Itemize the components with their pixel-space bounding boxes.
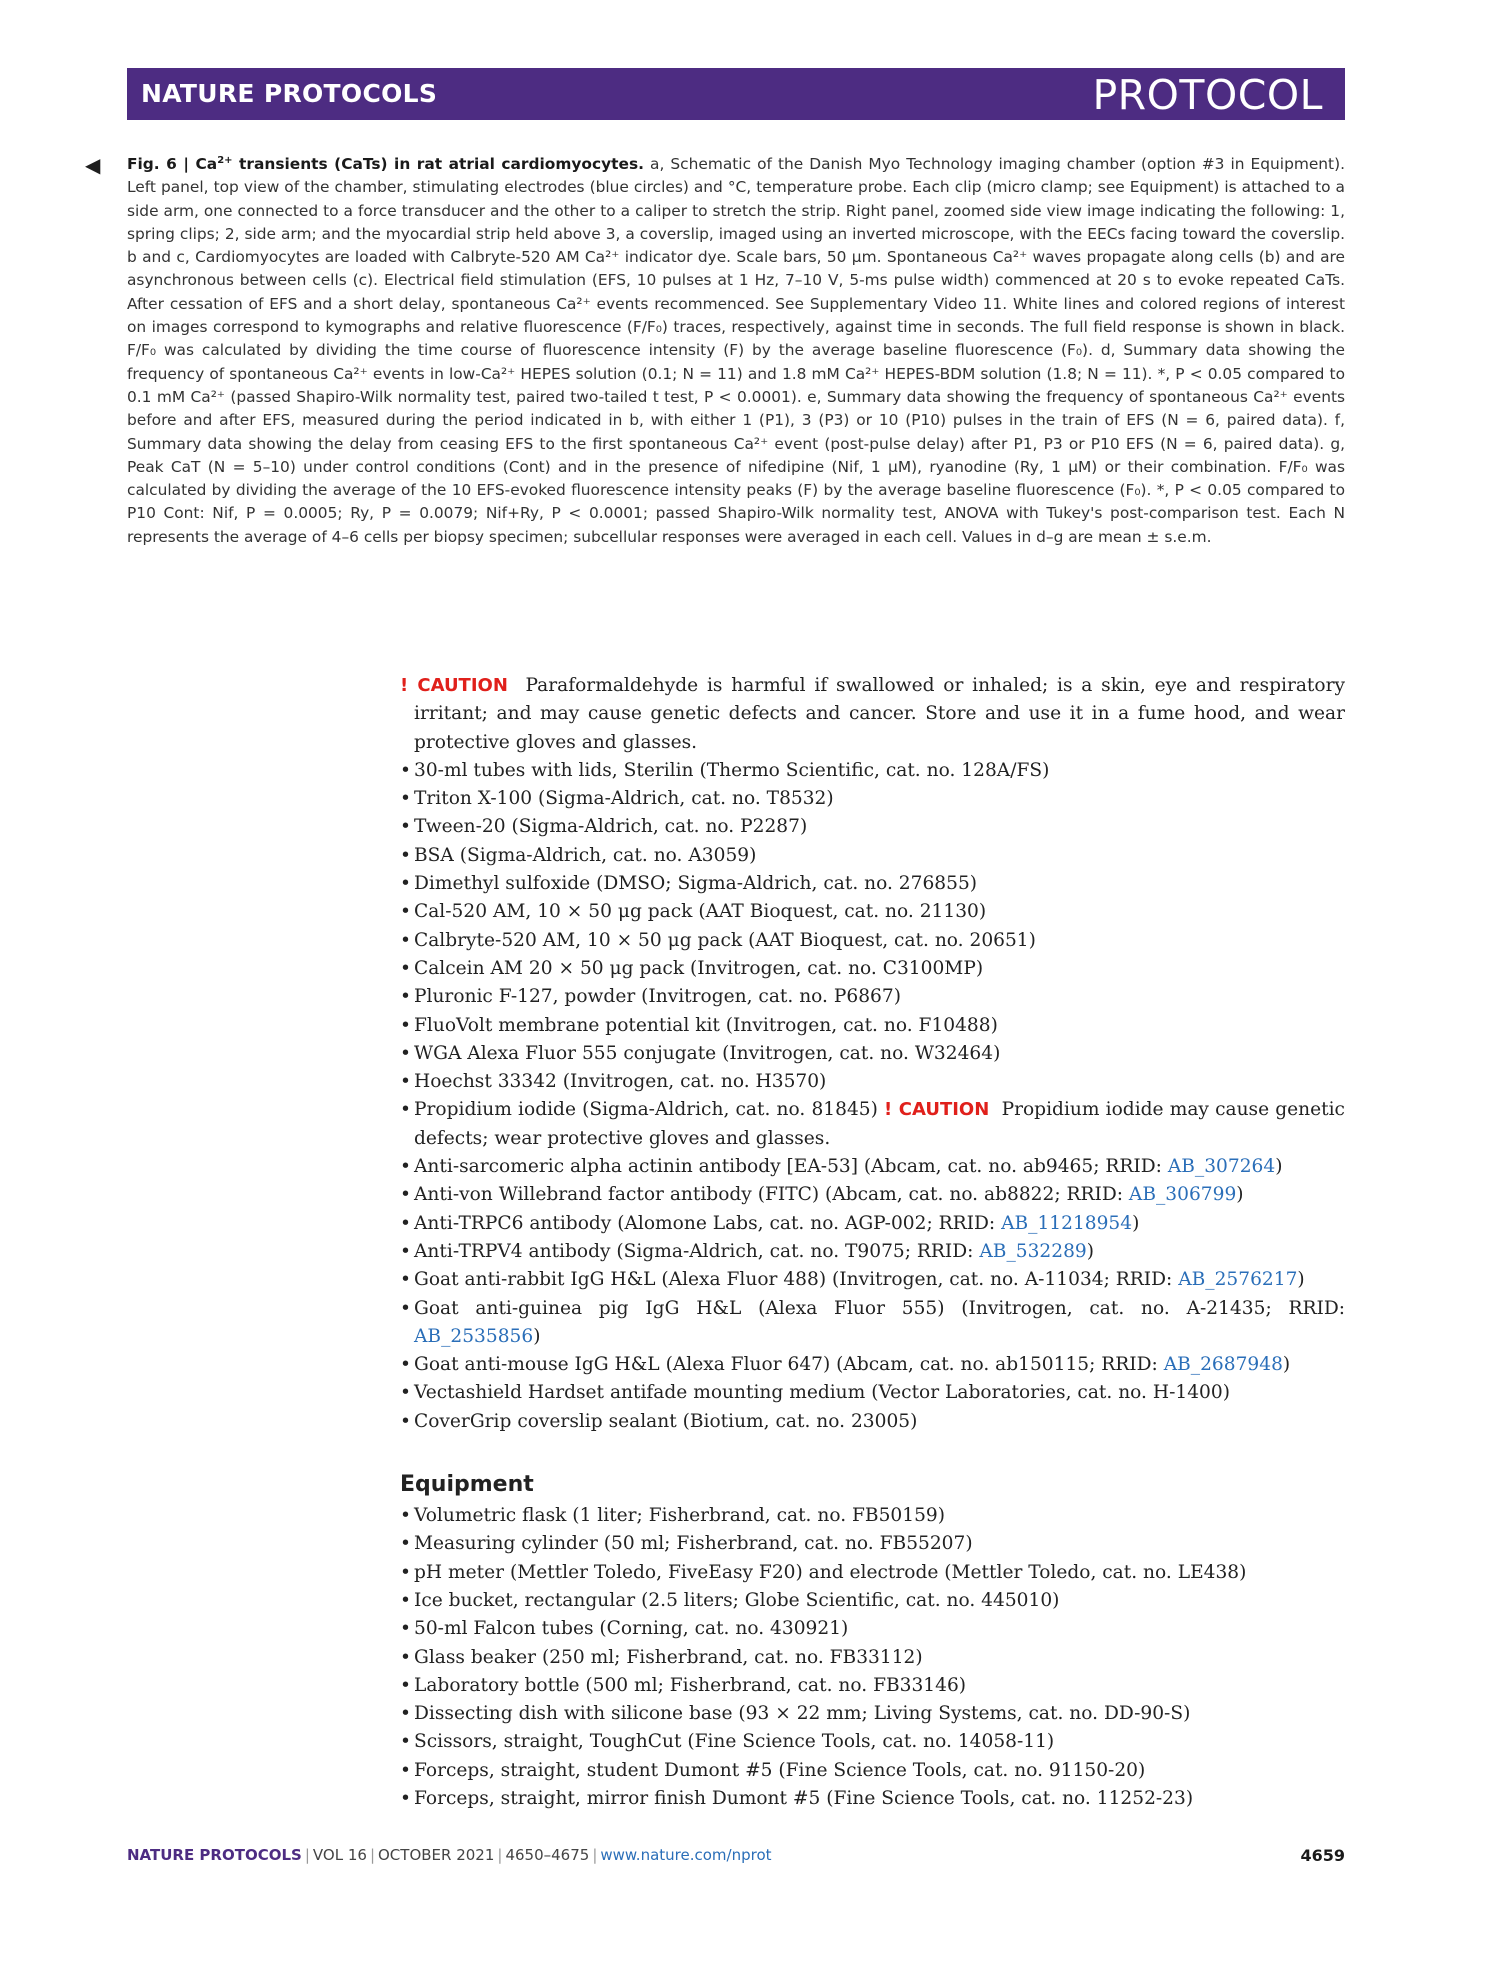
reagent-text: Tween-20 (Sigma-Aldrich, cat. no. P2287)	[414, 816, 808, 838]
rrid-link[interactable]: AB_306799	[1128, 1184, 1237, 1206]
reagent-item	[400, 842, 1345, 870]
figure-label-text: Fig. 6 | Ca	[127, 155, 218, 173]
footer-pages: 4650–4675	[505, 1846, 590, 1864]
reagent-text: Triton X-100 (Sigma-Aldrich, cat. no. T8532)	[414, 788, 834, 810]
reagent-item	[400, 1408, 1345, 1436]
reagent-item	[400, 785, 1345, 813]
reagent-text: Goat anti-rabbit IgG H&L (Alexa Fluor 488) (Invitrogen, cat. no. A-11034; RRID:	[414, 1269, 1179, 1291]
equipment-item: • Ice bucket, rectangular (2.5 liters; Globe Scientific, cat. no. 445010)	[400, 1587, 1345, 1615]
journal-name: NATURE PROTOCOLS	[141, 79, 438, 108]
equipment-item: • Glass beaker (250 ml; Fisherbrand, cat. no. FB33112)	[400, 1644, 1345, 1672]
reagent-item	[400, 1210, 1345, 1238]
reagent-text: FluoVolt membrane potential kit (Invitrogen, cat. no. F10488)	[414, 1014, 998, 1036]
caution-text: Paraformaldehyde is harmful if swallowed or inhaled; is a skin, eye and respiratory irritant; and may cause genetic defects and cancer. Store and use it in a fume hood, and wear protective gloves and glasses.	[414, 675, 1345, 753]
reagent-item	[400, 927, 1345, 955]
reagent-item	[400, 1068, 1345, 1096]
equipment-list	[400, 1502, 1345, 1813]
reagent-text: Vectashield Hardset antifade mounting medium (Vector Laboratories, cat. no. H-1400)	[414, 1382, 1230, 1404]
figure-label-sup: 2+	[217, 154, 233, 166]
reagent-text: Anti-TRPV4 antibody (Sigma-Aldrich, cat. no. T9075; RRID:	[414, 1240, 980, 1262]
reagent-text: Pluronic F-127, powder (Invitrogen, cat. no. P6867)	[414, 986, 901, 1008]
reagent-text: Anti-TRPC6 antibody (Alomone Labs, cat. no. AGP-002; RRID:	[414, 1212, 1002, 1234]
reagent-text-after: )	[1275, 1156, 1283, 1178]
reagent-text-after: )	[1236, 1184, 1244, 1206]
reagent-item	[400, 813, 1345, 841]
reagent-item	[400, 1295, 1345, 1352]
equipment-item: • 50-ml Falcon tubes (Corning, cat. no. 430921)	[400, 1615, 1345, 1643]
reagent-text-after: )	[533, 1325, 541, 1347]
caution-label: ! CAUTION	[400, 675, 508, 696]
reagent-text: Propidium iodide (Sigma-Aldrich, cat. no. 81845)	[414, 1099, 878, 1121]
reagent-item	[400, 1379, 1345, 1407]
equipment-item: • Laboratory bottle (500 ml; Fisherbrand, cat. no. FB33146)	[400, 1672, 1345, 1700]
reagent-text: Calbryte-520 AM, 10 × 50 μg pack (AAT Bioquest, cat. no. 20651)	[414, 929, 1036, 951]
reagent-text-after: )	[1132, 1212, 1140, 1234]
equipment-item: • Measuring cylinder (50 ml; Fisherbrand, cat. no. FB55207)	[400, 1530, 1345, 1558]
article-type: PROTOCOL	[1092, 71, 1323, 119]
reagent-item	[400, 1153, 1345, 1181]
footer-journal: NATURE PROTOCOLS	[127, 1846, 302, 1864]
equipment-heading: Equipment	[400, 1472, 534, 1498]
reagent-item	[400, 1181, 1345, 1209]
page-footer: NATURE PROTOCOLS | VOL 16 | OCTOBER 2021 | 4650–4675 | www.nature.com/nprot 4659	[127, 1846, 1345, 1865]
reagent-text: Hoechst 33342 (Invitrogen, cat. no. H3570)	[414, 1071, 827, 1093]
rrid-link[interactable]: AB_532289	[979, 1240, 1087, 1262]
reagent-text-after: )	[1297, 1269, 1305, 1291]
reagent-text-after: )	[1282, 1354, 1291, 1376]
reagent-text: CoverGrip coverslip sealant (Biotium, cat. no. 23005)	[414, 1410, 918, 1432]
reagent-text: Dimethyl sulfoxide (DMSO; Sigma-Aldrich, cat. no. 276855)	[414, 873, 978, 895]
reagent-text: Goat anti-guinea pig IgG H&L (Alexa Fluor 555) (Invitrogen, cat. no. A-21435; RRID:	[414, 1297, 1345, 1319]
footer-url[interactable]: www.nature.com/nprot	[600, 1846, 772, 1864]
reagent-text: Calcein AM 20 × 50 μg pack (Invitrogen, cat. no. C3100MP)	[414, 957, 984, 979]
caution-text: Propidium iodide may cause genetic defects; wear protective gloves and glasses.	[414, 1099, 1345, 1149]
reagent-item	[400, 1040, 1345, 1068]
reagent-item	[400, 757, 1345, 785]
caution-paragraph	[400, 672, 1345, 757]
reagent-text: 30-ml tubes with lids, Sterilin (Thermo Scientific, cat. no. 128A/FS)	[414, 759, 1050, 781]
rrid-link[interactable]: AB_2535856	[414, 1325, 534, 1347]
equipment-item: • Forceps, straight, student Dumont #5 (Fine Science Tools, cat. no. 91150-20)	[400, 1757, 1345, 1785]
reagent-text-after: )	[1086, 1240, 1094, 1262]
reagent-text: Goat anti-mouse IgG H&L (Alexa Fluor 647) (Abcam, cat. no. ab150115; RRID:	[414, 1354, 1164, 1376]
rrid-link[interactable]: AB_307264	[1167, 1156, 1276, 1178]
equipment-item: • Scissors, straight, ToughCut (Fine Science Tools, cat. no. 14058-11)	[400, 1728, 1345, 1756]
footer-date: OCTOBER 2021	[378, 1846, 495, 1864]
reagent-item	[400, 870, 1345, 898]
reagent-text: WGA Alexa Fluor 555 conjugate (Invitrogen, cat. no. W32464)	[414, 1042, 1001, 1064]
header-banner	[127, 68, 1345, 120]
equipment-item: • Dissecting dish with silicone base (93 × 22 mm; Living Systems, cat. no. DD-90-S)	[400, 1700, 1345, 1728]
reagent-item	[400, 1351, 1345, 1379]
reagent-item	[400, 983, 1345, 1011]
reagent-text: Anti-von Willebrand factor antibody (FITC) (Abcam, cat. no. ab8822; RRID:	[414, 1184, 1129, 1206]
reagent-item	[400, 1266, 1345, 1294]
figure-label	[127, 155, 644, 173]
equipment-item: • Forceps, straight, mirror finish Dumont #5 (Fine Science Tools, cat. no. 11252-23)	[400, 1785, 1345, 1813]
back-arrow-icon[interactable]: ◀	[85, 153, 101, 177]
reagent-text: Cal-520 AM, 10 × 50 μg pack (AAT Bioquest, cat. no. 21130)	[414, 901, 987, 923]
rrid-link[interactable]: AB_2687948	[1163, 1354, 1283, 1376]
reagent-list	[400, 757, 1345, 1436]
equipment-item: • pH meter (Mettler Toledo, FiveEasy F20) and electrode (Mettler Toledo, cat. no. LE438)	[400, 1559, 1345, 1587]
reagent-text: BSA (Sigma-Aldrich, cat. no. A3059)	[414, 844, 757, 866]
reagent-item	[400, 1096, 1345, 1153]
rrid-link[interactable]: AB_2576217	[1178, 1269, 1298, 1291]
reagent-item	[400, 1012, 1345, 1040]
equipment-item: • Volumetric flask (1 liter; Fisherbrand, cat. no. FB50159)	[400, 1502, 1345, 1530]
reagent-item	[400, 898, 1345, 926]
figure-caption	[85, 153, 1345, 549]
main-column	[400, 672, 1345, 1813]
caution-label: ! CAUTION	[884, 1099, 990, 1121]
reagent-item	[400, 955, 1345, 983]
page-number: 4659	[1300, 1846, 1345, 1865]
rrid-link[interactable]: AB_11218954	[1001, 1212, 1133, 1234]
reagent-item	[400, 1238, 1345, 1266]
figure-label-rest: transients (CaTs) in rat atrial cardiomyocytes.	[232, 155, 644, 173]
footer-volume: VOL 16	[312, 1846, 367, 1864]
figure-caption-text: a, Schematic of the Danish Myo Technology imaging chamber (option #3 in Equipment). Left panel, top view of the chamber, stimulating electrodes (blue circles) and °C, temperature probe. Each clip (micro clamp; see Equipment) is attached to a side arm, one connected to a force transducer and the other to a caliper to stretch the strip. Right panel, zoomed side view image indicating the following: 1, spring clips; 2, side arm; and the myocardial strip held above 3, a coverslip, imaged using an inverted microscope, with the EECs facing toward the coverslip. b and c, Cardiomyocytes are loaded with Calbryte-520 AM Ca²⁺ indicator dye. Scale bars, 50 μm. Spontaneous Ca²⁺ waves propagate along cells (b) and are asynchronous between cells (c). Electrical field stimulation (EFS, 10 pulses at 1 Hz, 7–10 V, 5-ms pulse width) commenced at 20 s to evoke repeated CaTs. After cessation of EFS and a short delay, spontaneous Ca²⁺ events recommenced. See Supplementary Video 11. White lines and colored regions of interest on images correspond to kymographs and relative fluorescence (F/F₀) traces, respectively, against time in seconds. The full field response is shown in black. F/F₀ was calculated by dividing the time course of fluorescence intensity (F) by the average baseline fluorescence (F₀). d, Summary data showing the frequency of spontaneous Ca²⁺ events in low-Ca²⁺ HEPES solution (0.1; N = 11) and 1.8 mM Ca²⁺ HEPES-BDM solution (1.8; N = 11). *, P < 0.05 compared to 0.1 mM Ca²⁺ (passed Shapiro-Wilk normality test, paired two-tailed t test, P < 0.0001). e, Summary data showing the frequency of spontaneous Ca²⁺ events before and after EFS, measured during the period indicated in b, with either 1 (P1), 3 (P3) or 10 (P10) pulses in the train of EFS (N = 6, paired data). f, Summary data showing the delay from ceasing EFS to the first spontaneous Ca²⁺ event (post-pulse delay) after P1, P3 or P10 EFS (N = 6, paired data). g, Peak CaT (N = 5–10) under control conditions (Cont) and in the presence of nifedipine (Nif, 1 μM), ryanodine (Ry, 1 μM) or their combination. F/F₀ was calculated by dividing the average of the 10 EFS-evoked fluorescence intensity peaks (F) by the average baseline fluorescence (F₀). *, P < 0.05 compared to P10 Cont: Nif, P = 0.0005; Ry, P = 0.0079; Nif+Ry, P < 0.0001; passed Shapiro-Wilk normality test, ANOVA with Tukey's post-comparison test. Each N represents the average of 4–6 cells per biopsy specimen; subcellular responses were averaged in each cell. Values in d–g are mean ± s.e.m.	[127, 155, 1345, 546]
reagent-text: Anti-sarcomeric alpha actinin antibody [EA-53] (Abcam, cat. no. ab9465; RRID:	[414, 1156, 1168, 1178]
